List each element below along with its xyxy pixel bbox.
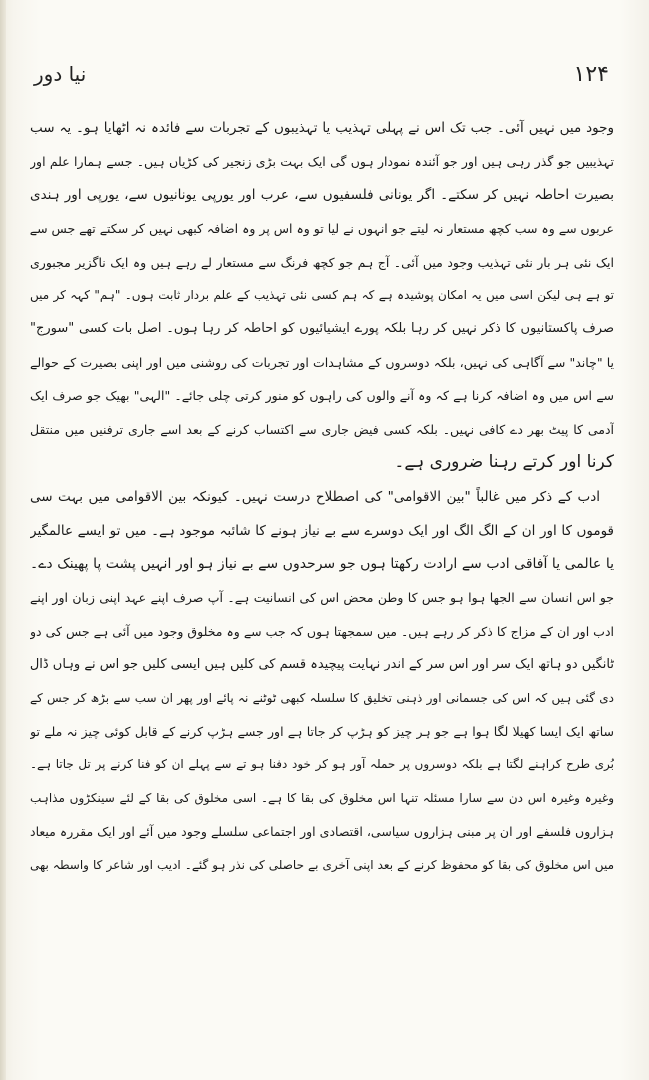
text-line: میں اس مخلوق کی بقا کو محفوظ کرنے کے بعد اپنی آخری بے حاصلی کی نذر ہو گئے۔ ادیب اور شاعر کا واسطہ بھی <box>30 857 614 872</box>
text-line: آدمی کا پیٹ بھر دے کافی نہیں۔ بلکہ کسی فیض جاری سے اکتساب کرنے کے بعد اسے جاری ترفنیں میں منتقل <box>30 421 614 437</box>
text-line: عربوں سے وہ سب کچھ مستعار نہ لیتے جو انہوں نے لیا تو وہ اس پر وہ اضافہ کبھی نہیں کر سکتے تھے جس سے <box>30 221 614 237</box>
text-line: ٹانگیں دو ہاتھ ایک سر اور اس سر کے اندر نہایت پیچیدہ قسم کی کلیں ہیں ایسی کلیں جو اس نے وہاں ڈال <box>30 657 614 673</box>
text-line: بصیرت احاطہ نہیں کر سکتے۔ اگر یونانی فلسفیوں سے، عرب اور یورپی یونانیوں سے، یورپی اور ہندی <box>30 186 614 203</box>
text-line: بُری طرح کراہنے لگتا ہے بلکہ دوسروں پر حملہ آور ہو کر خود دفنا ہو تے سے پہلے ان کو فنا کرنے پر تل جاتا ہے۔ <box>30 757 614 772</box>
text-line: وجود میں نہیں آئی۔ جب تک اس نے پہلی تہذیب یا تہذیبوں کے تجربات سے فائدہ نہ اٹھایا ہو۔ یہ سب <box>30 120 614 136</box>
text-line: دی گئی ہیں کہ اس کی جسمانی اور ذہنی تخلیق کا سلسلہ کبھی ٹوٹنے نہ پائے اور پھر ان سب سے بڑھ کر جس کے <box>30 690 614 705</box>
text-line: ایک نئی ہر بار نئی تہذیب وجود میں آئی۔ آج ہم جو کچھ فرنگ سے مستعار لے رہے ہیں وہ ایک ناگزیر مجبوری <box>30 254 614 270</box>
text-line: وغیرہ وغیرہ اس دن سے سارا مسئلہ تنہا اس مخلوق کی بقا کا ہے۔ اسی مخلوق کی بقا کے لئے سینکڑوں مذاہب <box>30 790 614 805</box>
paragraph-2 <box>30 481 614 882</box>
page-header <box>34 62 609 102</box>
text-line: یا عالمی یا آفاقی ادب سے ارادت رکھتا ہوں جو سرحدوں سے بے نیاز ہو اور انہیں پشت پا پھینک دے۔ <box>30 556 614 573</box>
page-binding-edge <box>0 0 6 1080</box>
running-title: نیا دور <box>34 62 87 86</box>
text-line: صرف پاکستانیوں کا ذکر نہیں کر رہا بلکہ پورے ایشیائیوں کو احاطہ کر رہا ہوں۔ اصل بات کسی "سورج" <box>30 321 614 337</box>
text-line: ادب اور ان کے مزاج کا ذکر کر رہے ہیں۔ میں سمجھتا ہوں کہ جب سے وہ مخلوق وجود میں آئی ہے جس کی دو <box>30 623 614 639</box>
paragraph-1 <box>30 112 614 479</box>
text-line: ساتھ ایک ایسا کھیلا لگا ہوا ہے جو ہر چیز کو ہڑپ کر جاتا ہے اور جسے ہڑپ کرنے کے قابل کوئی چیز نہ ملے تو <box>30 724 614 740</box>
page-number: ۱۲۴ <box>573 62 609 87</box>
text-line: جو اس انسان سے الجھا ہوا ہو جس کا وطن محض اس کی انسانیت ہے۔ آپ صرف اپنے عہد اپنی زبان اور اپنے <box>30 590 614 606</box>
text-line: یا "چاند" سے آگاہی کی نہیں، بلکہ دوسروں کے مشاہدات اور تجربات کی روشنی میں اور اپنی بصیرت کے حوالے <box>30 354 614 370</box>
text-line: ہزاروں فلسفے اور ان پر مبنی ہزاروں سیاسی، اقتصادی اور اجتماعی سلسلے وجود میں آئے اور ایک مقررہ میعاد <box>30 824 614 840</box>
text-line: قوموں کا اور ان کے الگ الگ اور ایک دوسرے سے بے نیاز ہونے کا شائبہ موجود ہے۔ میں تو ایسے عالمگیر <box>30 522 614 539</box>
text-line: کرنا اور کرتے رہنا ضروری ہے۔ <box>394 451 614 472</box>
text-line: ادب کے ذکر میں غالباً "بین الاقوامی" کی اصطلاح درست نہیں۔ کیونکہ بین الاقوامی میں بہت سی <box>30 489 600 506</box>
text-line: تہذیبیں جو گذر رہی ہیں اور جو آئندہ نمودار ہوں گی ایک بہت بڑی زنجیر کی کڑیاں ہیں۔ جسے ہمارا علم اور <box>30 154 614 170</box>
text-line: سے اس میں وہ اضافہ کرنا ہے کہ وہ آنے والوں کی راہوں کو منور کرتی چلی جائے۔ "الہی" بھیک جو صرف ایک <box>30 388 614 404</box>
body-text <box>30 112 614 882</box>
text-line: تو ہے ہی لیکن اسی میں یہ امکان پوشیدہ ہے کہ ہم کسی نئی تہذیب کے علم بردار ثابت ہوں۔ "ہم" کہہ کر میں <box>30 287 614 302</box>
